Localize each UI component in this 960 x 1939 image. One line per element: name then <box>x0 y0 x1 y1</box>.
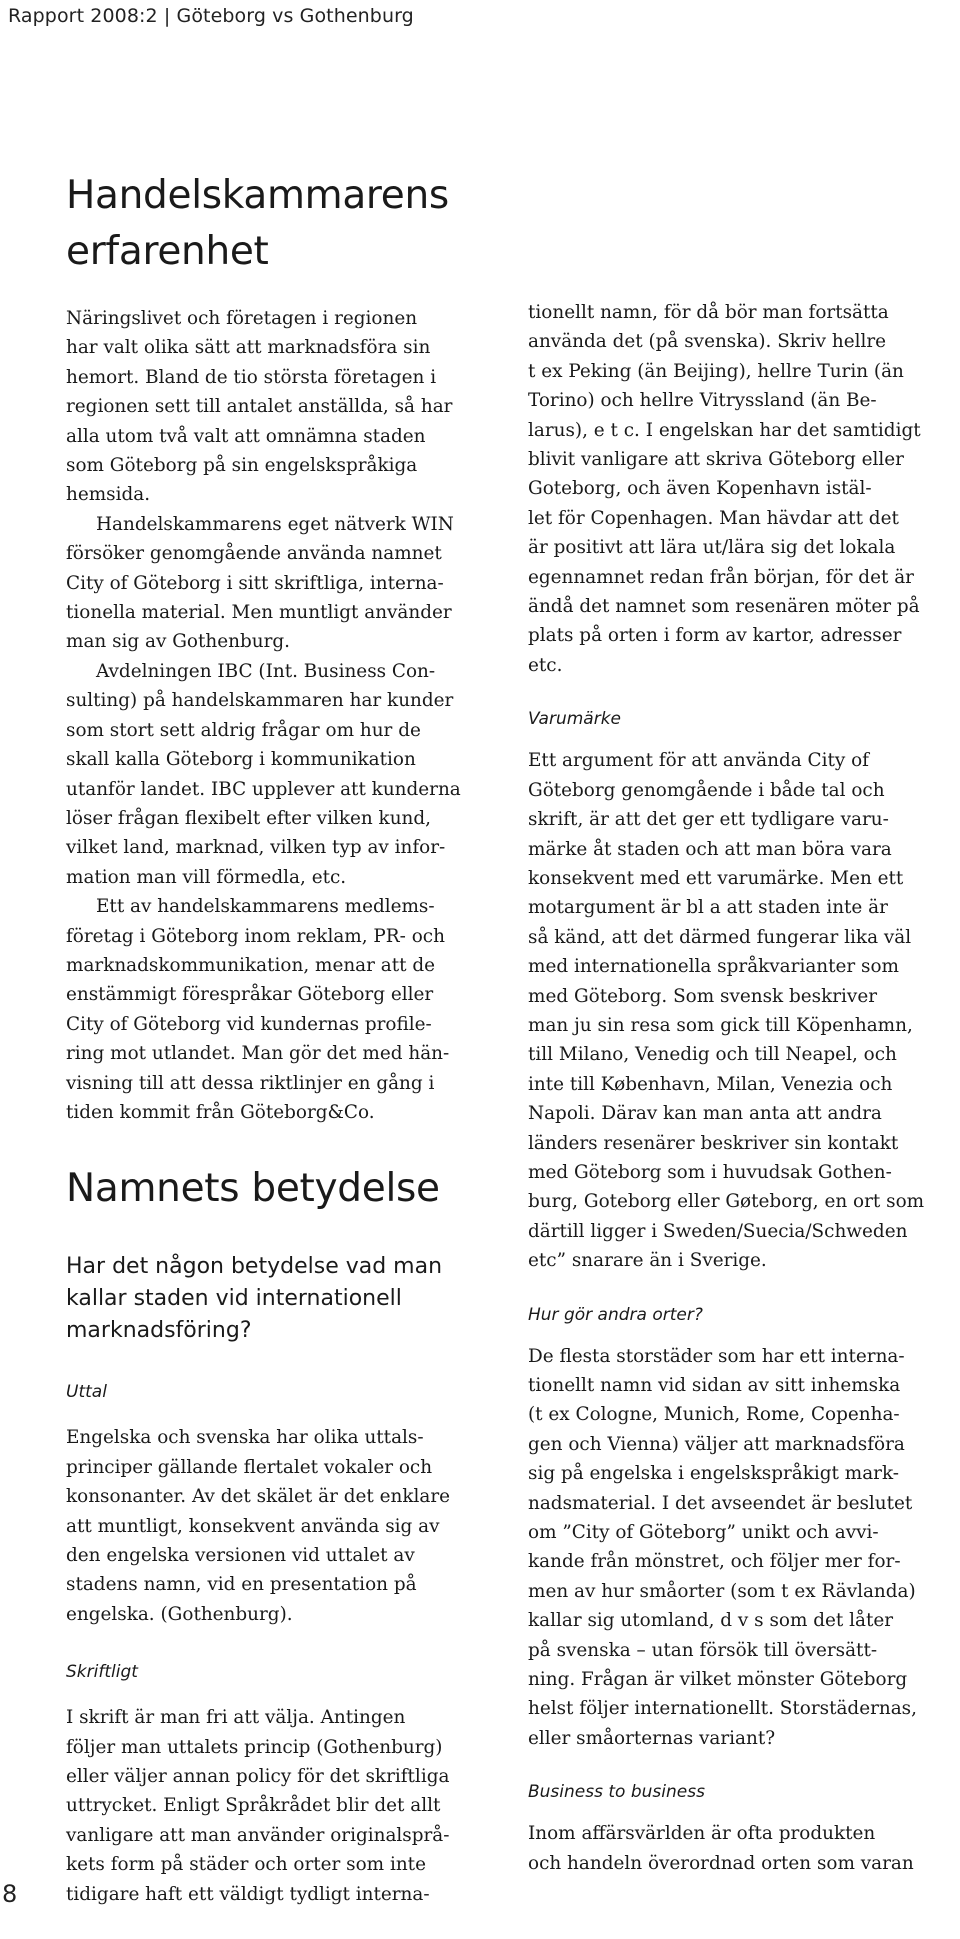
subheading-skriftligt: Skriftligt <box>66 1662 138 1683</box>
subheading-uttal: Uttal <box>66 1382 107 1403</box>
paragraph-naringslivet: Näringslivet och företagen i regionen har valt olika sätt att marknadsföra sin hemort. Bland de tio största företagen i regionen sett till antalet anställda, så har alla utom två valt att omnämna staden som Göteborg på sin engelskspråkiga hemsida. <box>66 308 453 506</box>
paragraph-skriftligt: I skrift är man fri att välja. Antingen följer man uttalets princip (Gothenburg) eller väljer annan policy för det skriftliga uttrycket. Enligt Språkrådet blir det allt vanligare att man använder originalsprå- kets form på städer och orter som inte tidigare haft ett väldigt tydligt interna- <box>66 1707 450 1905</box>
paragraph-varumarke: Ett argument för att använda City of Göteborg genomgående i både tal och skrift, är att det ger ett tydligare varu- märke åt staden och att man böra vara konsekvent med ett varumärke. Men ett motargument är bl a att staden inte är så känd, att det därmed fungerar lika väl med internationella språkvarianter som med Göteborg. Som svensk beskriver man ju sin resa som gick till Köpenhamn, till Milano, Venedig och till Neapel, och inte till København, Milan, Venezia och Napoli. Därav kan man anta att andra länders resenärer beskriver sin kontakt med Göteborg som i huvudsak Gothen- burg, Goteborg eller Gøteborg, en ort som därtill ligger i Sweden/Suecia/Schweden etc” snarare än i Sverige. <box>528 750 925 1272</box>
section-heading-namnets-betydelse: Namnets betydelse <box>66 1166 440 1212</box>
paragraph-ibc: Avdelningen IBC (Int. Business Con- sulting) på handelskammaren har kunder som stort sett aldrig frågar om hur de skall kalla Göteborg i kommunikation utanför landet. IBC upplever att kunderna löser frågan flexibelt efter vilken kund, vilket land, marknad, vilken typ av infor- mation man vill förmedla, etc. <box>66 660 461 888</box>
paragraph-uttal: Engelska och svenska har olika uttals- principer gällande flertalet vokaler och konsonanter. Av det skälet är det enklare att muntligt, konsekvent använda sig av den engelska versionen vid uttalet av stadens namn, vid en presentation på engelska. (Gothenburg). <box>66 1427 451 1625</box>
paragraph-andra-orter: De flesta storstäder som har ett interna- tionellt namn vid sidan av sitt inhemska (t ex Cologne, Munich, Rome, Copenha- gen och Vienna) väljer att marknadsföra sig på engelska i engelskspråkigt mark- nadsmaterial. I det avseendet är beslutet om ”City of Göteborg” unikt och avvi- kande från mönstret, och följer mer for- men av hur småorter (som t ex Rävlanda) kallar sig utomland, d v s som det låter på svenska – utan försök till översätt- ning. Frågan är vilket mönster Göteborg helst följer internationellt. Storstädernas, eller småorternas variant? <box>528 1345 917 1749</box>
right-column <box>528 298 958 1878</box>
left-column <box>66 168 506 1909</box>
paragraph-medlemsforetag: Ett av handelskammarens medlems- företag i Göteborg inom reklam, PR- och marknadskommunikation, menar att de enstämmigt förespråkar Göteborg eller City of Göteborg vid kundernas profile- ring mot utlandet. Man gör det med hän- visning till att dessa riktlinjer en gång i tiden kommit från Göteborg&Co. <box>66 896 450 1123</box>
subheading-varumarke: Varumärke <box>528 709 621 730</box>
paragraph-win-natverk: Handelskammarens eget nätverk WIN försöker genomgående använda namnet City of Göteborg i sitt skriftliga, interna- tionella material. Men muntligt använder man sig av Gothenburg. <box>66 513 454 653</box>
subheading-business-to-business: Business to business <box>528 1782 705 1803</box>
section-heading-handelskammarens-erfarenhet: Handelskammarens erfarenhet <box>66 173 449 274</box>
subheading-hur-gor-andra-orter: Hur gör andra orter? <box>528 1304 703 1325</box>
paragraph-business: Inom affärsvärlden är ofta produkten och handeln överordnad orten som varan <box>528 1823 914 1874</box>
running-head: Rapport 2008:2 | Göteborg vs Gothenburg <box>8 5 414 27</box>
page-number: 8 <box>2 1880 18 1908</box>
paragraph-continued: tionellt namn, för då bör man fortsätta använda det (på svenska). Skriv hellre t ex Peking (än Beijing), hellre Turin (än Torino) och hellre Vitryssland (än Be- larus), e t c. I engelskan har det samtidigt blivit vanligare att skriva Göteborg eller Goteborg, och även Kopenhavn istäl- let för Copenhagen. Man hävdar att det är positivt att lära ut/lära sig det lokala egennamnet redan från början, för det är ändå det namnet som resenären möter på plats på orten i form av kartor, adresser etc. <box>528 302 921 676</box>
lead-question: Har det någon betydelse vad man kallar staden vid internationell marknadsföring? <box>66 1254 443 1344</box>
